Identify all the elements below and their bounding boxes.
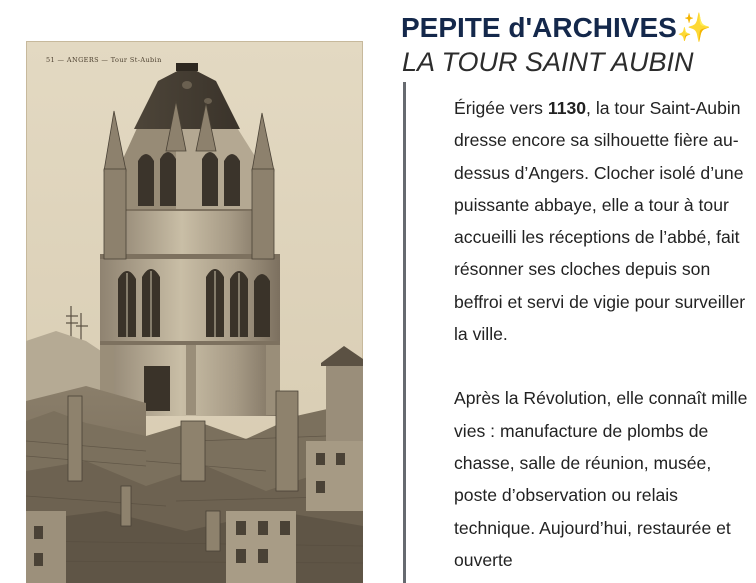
article-body — [454, 92, 754, 576]
paragraph-2: Après la Révolution, elle connaît mille vies : manufacture de plombs de chasse, salle de réunion, musée, poste d’observation ou relais technique. Aujourd’hui, restaurée et ouverte — [454, 388, 748, 570]
paragraph-gap — [454, 350, 754, 382]
paragraph-1-start: Érigée vers — [454, 98, 548, 118]
page-subtitle: LA TOUR SAINT AUBIN — [402, 47, 694, 77]
postcard-caption: 51 — ANGERS — Tour St-Aubin — [46, 56, 162, 64]
sparkles-icon: ✨ — [676, 12, 712, 43]
vertical-divider — [403, 82, 406, 583]
year-highlight: 1130 — [547, 98, 587, 118]
page-title-text: PEPITE d'ARCHIVES — [401, 12, 677, 43]
paragraph-1-rest: , la tour Saint-Aubin dresse encore sa silhouette fière au-dessus d’Angers. Clocher isolé d’une puissante abbaye, elle a tour à tour accueilli les réceptions de l’abbé, fait résonner ses cloches depuis son beffroi et servi de vigie pour surveiller la ville. — [454, 98, 746, 345]
tour-saint-aubin-postcard — [26, 41, 363, 583]
page-title — [401, 11, 712, 45]
paragraph-1 — [454, 92, 754, 350]
